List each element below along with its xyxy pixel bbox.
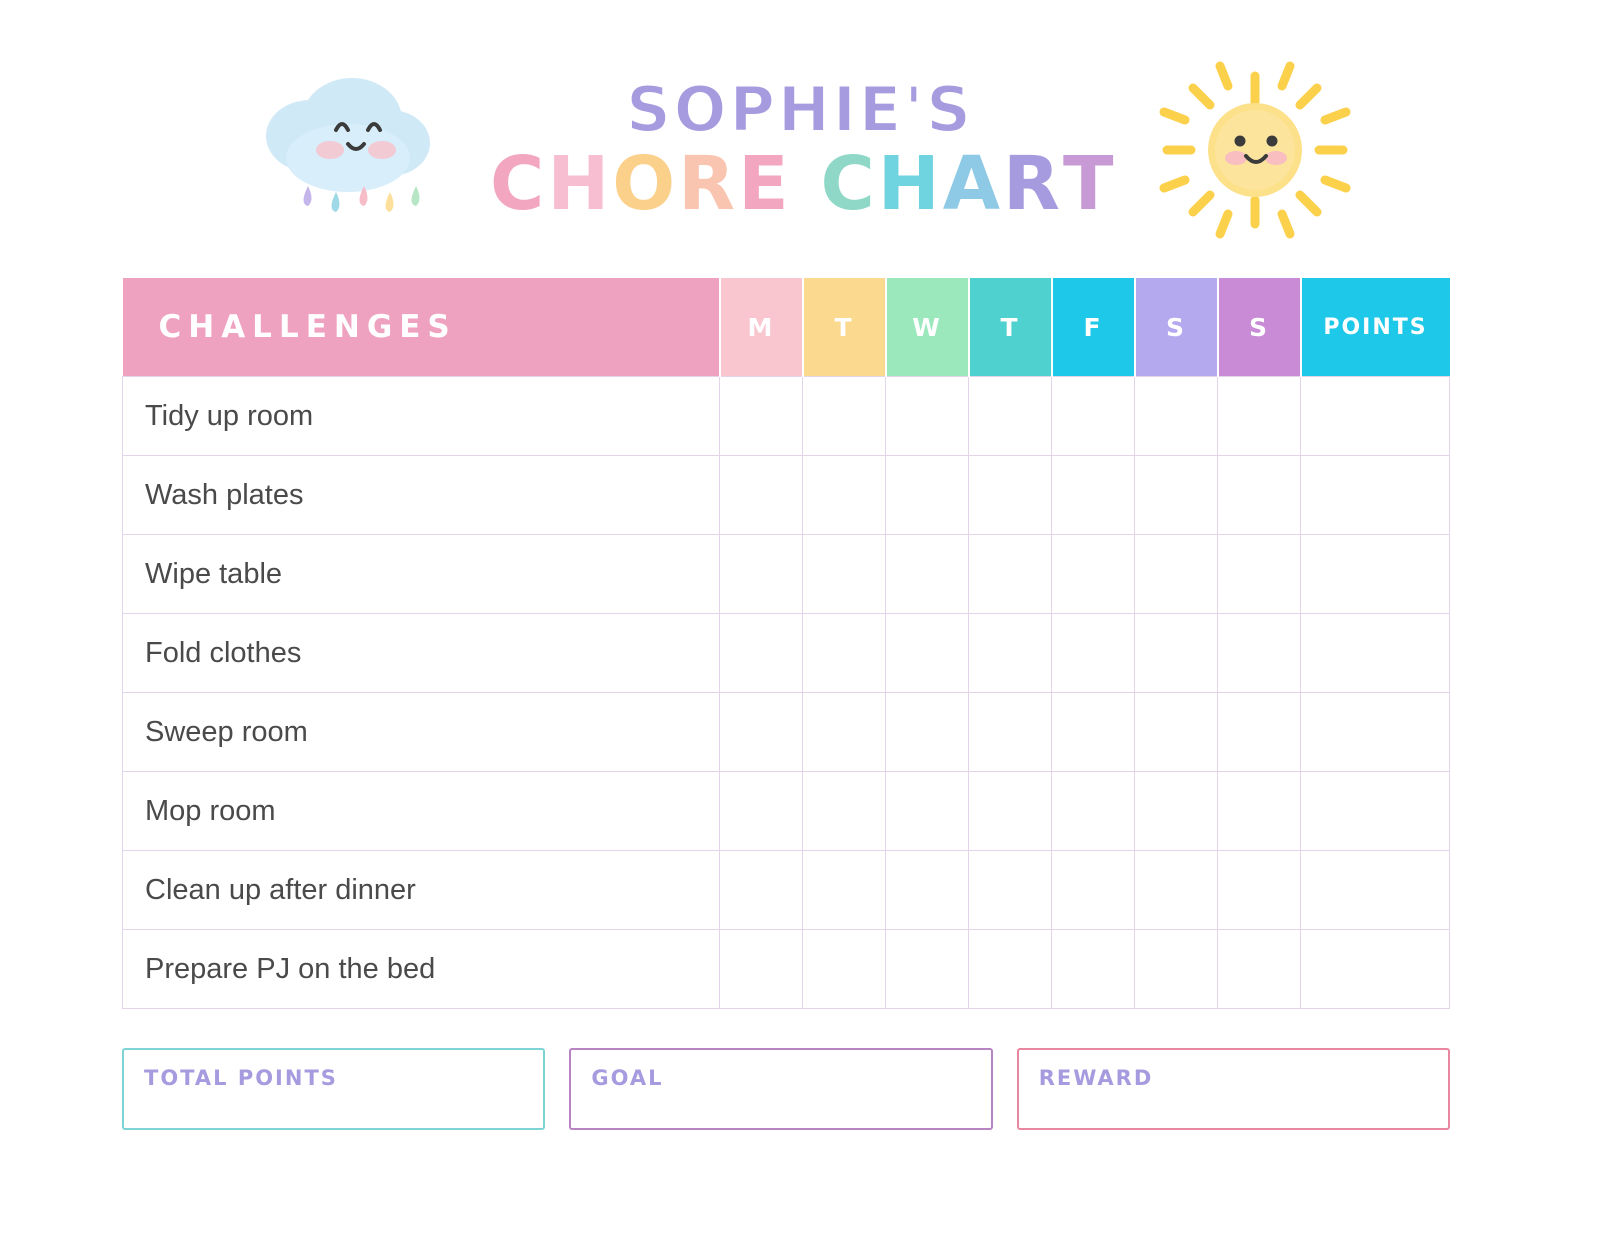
check-cell-r5-d1[interactable] (803, 772, 886, 851)
check-cell-r0-d3[interactable] (969, 377, 1052, 456)
check-cell-r7-d5[interactable] (1135, 930, 1218, 1009)
check-cell-r5-d0[interactable] (720, 772, 803, 851)
check-cell-r7-d6[interactable] (1218, 930, 1301, 1009)
title-letter-3: R (678, 141, 739, 227)
title-letter-0: C (490, 141, 548, 227)
header-day-5: S (1135, 278, 1218, 377)
check-cell-r4-d6[interactable] (1218, 693, 1301, 772)
check-cell-r1-d1[interactable] (803, 456, 886, 535)
title-line-2 (490, 141, 1117, 227)
points-cell-r6[interactable] (1301, 851, 1450, 930)
check-cell-r6-d3[interactable] (969, 851, 1052, 930)
chore-label: Clean up after dinner (123, 851, 720, 930)
table-header-row (123, 278, 1450, 377)
chore-label: Tidy up room (123, 377, 720, 456)
title-letter-6: C (820, 141, 878, 227)
table-row (123, 930, 1450, 1009)
header-challenges: CHALLENGES (123, 278, 720, 377)
table-row (123, 614, 1450, 693)
points-cell-r0[interactable] (1301, 377, 1450, 456)
check-cell-r0-d1[interactable] (803, 377, 886, 456)
title-letter-10: T (1063, 141, 1117, 227)
check-cell-r4-d5[interactable] (1135, 693, 1218, 772)
check-cell-r4-d0[interactable] (720, 693, 803, 772)
check-cell-r7-d3[interactable] (969, 930, 1052, 1009)
check-cell-r2-d3[interactable] (969, 535, 1052, 614)
table-row (123, 693, 1450, 772)
check-cell-r5-d3[interactable] (969, 772, 1052, 851)
check-cell-r3-d6[interactable] (1218, 614, 1301, 693)
title-letter-7: H (877, 141, 943, 227)
header-day-6: S (1218, 278, 1301, 377)
header-day-1: T (803, 278, 886, 377)
page-title (490, 73, 1117, 227)
title-letter-2: O (612, 141, 679, 227)
reward-box[interactable] (1017, 1048, 1450, 1130)
chore-label: Prepare PJ on the bed (123, 930, 720, 1009)
check-cell-r5-d2[interactable] (886, 772, 969, 851)
check-cell-r6-d1[interactable] (803, 851, 886, 930)
table-body (123, 377, 1450, 1009)
header-day-2: W (886, 278, 969, 377)
check-cell-r5-d6[interactable] (1218, 772, 1301, 851)
table-row (123, 772, 1450, 851)
check-cell-r1-d3[interactable] (969, 456, 1052, 535)
check-cell-r6-d4[interactable] (1052, 851, 1135, 930)
chore-label: Sweep room (123, 693, 720, 772)
check-cell-r3-d5[interactable] (1135, 614, 1218, 693)
check-cell-r2-d4[interactable] (1052, 535, 1135, 614)
check-cell-r6-d5[interactable] (1135, 851, 1218, 930)
check-cell-r2-d5[interactable] (1135, 535, 1218, 614)
check-cell-r3-d3[interactable] (969, 614, 1052, 693)
total-points-label: TOTAL POINTS (144, 1066, 338, 1090)
header-day-4: F (1052, 278, 1135, 377)
check-cell-r1-d4[interactable] (1052, 456, 1135, 535)
goal-box[interactable] (569, 1048, 992, 1130)
check-cell-r0-d6[interactable] (1218, 377, 1301, 456)
check-cell-r5-d5[interactable] (1135, 772, 1218, 851)
check-cell-r7-d1[interactable] (803, 930, 886, 1009)
page-header (0, 50, 1600, 250)
header-points: POINTS (1301, 278, 1450, 377)
table-row (123, 535, 1450, 614)
title-letter-1: H (547, 141, 613, 227)
chore-label: Wash plates (123, 456, 720, 535)
check-cell-r4-d4[interactable] (1052, 693, 1135, 772)
footer-boxes (122, 1048, 1450, 1130)
check-cell-r7-d0[interactable] (720, 930, 803, 1009)
check-cell-r4-d1[interactable] (803, 693, 886, 772)
check-cell-r0-d4[interactable] (1052, 377, 1135, 456)
table-row (123, 377, 1450, 456)
goal-label: GOAL (591, 1066, 664, 1090)
check-cell-r0-d5[interactable] (1135, 377, 1218, 456)
check-cell-r1-d5[interactable] (1135, 456, 1218, 535)
check-cell-r2-d6[interactable] (1218, 535, 1301, 614)
check-cell-r7-d4[interactable] (1052, 930, 1135, 1009)
title-letter-8: A (942, 141, 1004, 227)
header-day-0: M (720, 278, 803, 377)
check-cell-r2-d1[interactable] (803, 535, 886, 614)
check-cell-r5-d4[interactable] (1052, 772, 1135, 851)
chore-label: Wipe table (123, 535, 720, 614)
chore-label: Mop room (123, 772, 720, 851)
check-cell-r6-d0[interactable] (720, 851, 803, 930)
chore-label: Fold clothes (123, 614, 720, 693)
check-cell-r6-d6[interactable] (1218, 851, 1301, 930)
check-cell-r3-d4[interactable] (1052, 614, 1135, 693)
check-cell-r6-d2[interactable] (886, 851, 969, 930)
check-cell-r3-d2[interactable] (886, 614, 969, 693)
points-cell-r1[interactable] (1301, 456, 1450, 535)
points-cell-r2[interactable] (1301, 535, 1450, 614)
check-cell-r4-d2[interactable] (886, 693, 969, 772)
table-row (123, 456, 1450, 535)
points-cell-r4[interactable] (1301, 693, 1450, 772)
reward-label: REWARD (1038, 1066, 1154, 1090)
points-cell-r5[interactable] (1301, 772, 1450, 851)
title-letter-4: E (738, 141, 792, 227)
check-cell-r0-d0[interactable] (720, 377, 803, 456)
check-cell-r0-d2[interactable] (886, 377, 969, 456)
chore-table (122, 278, 1450, 1009)
happy-sun-icon (1150, 58, 1360, 243)
check-cell-r3-d0[interactable] (720, 614, 803, 693)
header-day-3: T (969, 278, 1052, 377)
title-letter-9: R (1003, 141, 1063, 227)
check-cell-r4-d3[interactable] (969, 693, 1052, 772)
happy-cloud-with-raindrops-icon (240, 58, 450, 243)
points-cell-r3[interactable] (1301, 614, 1450, 693)
title-letter-5 (792, 147, 821, 221)
title-line-1: SOPHIE'S (626, 73, 974, 146)
check-cell-r7-d2[interactable] (886, 930, 969, 1009)
check-cell-r2-d0[interactable] (720, 535, 803, 614)
check-cell-r1-d6[interactable] (1218, 456, 1301, 535)
points-cell-r7[interactable] (1301, 930, 1450, 1009)
total-points-box[interactable] (122, 1048, 545, 1130)
table-row (123, 851, 1450, 930)
check-cell-r2-d2[interactable] (886, 535, 969, 614)
check-cell-r3-d1[interactable] (803, 614, 886, 693)
check-cell-r1-d2[interactable] (886, 456, 969, 535)
check-cell-r1-d0[interactable] (720, 456, 803, 535)
